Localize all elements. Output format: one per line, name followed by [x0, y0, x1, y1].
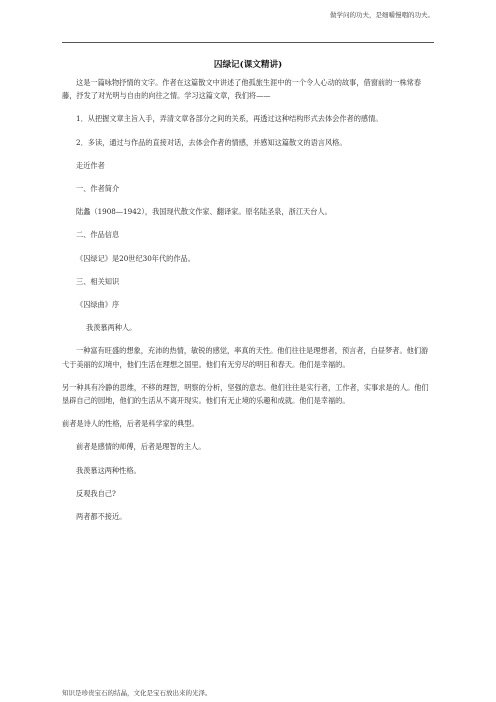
preface-paragraph-dreamers: 一种富有旺盛的想象，充沛的热情，敏锐的感觉，率真的天性。他们往往是理想者，预言者，白昼梦者。他们游弋于美丽的幻境中，他们生活在理想之国里。他们有无穷尽的明日和春天。他们是幸福的。 [62, 346, 429, 369]
preface-line-reflect: 反观我自己? [76, 488, 116, 498]
preface-line-emotion-reason: 前者是感情的师傅，后者是理智的主人。 [76, 442, 206, 452]
header-motto: 做学问的功夫，是细嚼慢咽的功夫。 [330, 11, 434, 19]
preface-line-neither: 两者都不接近。 [76, 512, 127, 522]
document-body [62, 76, 434, 533]
preface-line-1: 我羡慕两种人。 [86, 323, 137, 333]
intro-paragraph: 这是一篇咏物抒情的文字。作者在这篇散文中讲述了他孤旅生涯中的一个令人心动的故事，借窗前的一株常春藤，抒发了对光明与自由的向往之情。学习这篇文章，我们将—— [62, 78, 422, 101]
preface-line-envy: 我羡慕这两种性格。 [76, 465, 141, 475]
subheading-related-knowledge: 三、相关知识 [76, 276, 120, 286]
section-heading-author: 走近作者 [76, 160, 105, 170]
preface-title: 《囚绿曲》序 [76, 300, 120, 310]
goal-item-2: 2．多读，通过与作品的直接对话，去体会作者的情感，并感知这篇散文的语言风格。 [76, 137, 347, 147]
header-divider [62, 42, 434, 43]
work-info-text: 《囚绿记》是20世纪30年代的作品。 [76, 253, 195, 263]
preface-line-poet-scientist: 前者是诗人的性格，后者是科学家的典型。 [62, 419, 199, 429]
author-intro-text: 陆蠡（1908—1942），我国现代散文作家、翻译家。原名陆圣泉，浙江天台人。 [76, 207, 332, 217]
subheading-author-intro: 一、作者简介 [76, 184, 120, 194]
goal-item-1: 1．从把握文章主旨入手，弄清文章各部分之间的关系，再透过这种结构形式去体会作者的感情。 [76, 114, 383, 124]
document-title: 囚绿记(课文精讲) [213, 60, 283, 70]
subheading-work-info: 二、作品信息 [76, 230, 120, 240]
footer-motto: 知识是珍贵宝石的结晶，文化是宝石放出来的光泽。 [62, 689, 212, 697]
preface-paragraph-doers: 另一种具有冷静的思维，不移的理智，明察的分析，坚强的意志。他们往往是实行者，工作者，实事求是的人。他们垦辟自己的园地，他们的生活从不离开现实。他们有无止境的乐趣和成就。他们是幸福的。 [62, 382, 429, 406]
